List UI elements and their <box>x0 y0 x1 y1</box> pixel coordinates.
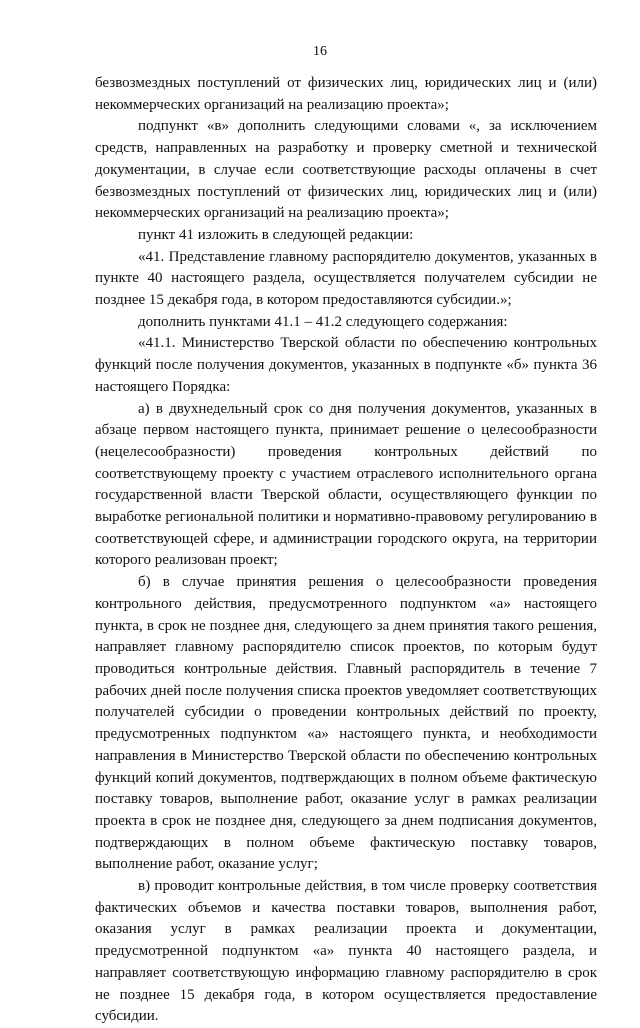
paragraph: а) в двухнедельный срок со дня получения документов, указанных в абзаце первом настоящего пункта, принимает решение о целесообразности (нецелесообразности) проведения контрольных действий по соответствующему проекту с участием отраслевого исполнительного органа государственной власти Тверской области, осуществляющего функции по выработке региональной политики и нормативно-правовому регулированию в соответствующей сфере, и администрации городского округа, на территории которого реализован проект; <box>95 400 597 569</box>
paragraph: «41.1. Министерство Тверской области по обеспечению контрольных функций после получения документов, указанных в подпункте «б» пункта 36 настоящего Порядка: <box>95 335 597 395</box>
paragraph: безвозмездных поступлений от физических лиц, юридических лиц и (или) некоммерческих организаций на реализацию проекта»; <box>95 75 597 113</box>
paragraph: «41. Представление главному распорядителю документов, указанных в пункте 40 настоящего раздела, осуществляется получателем субсидии не позднее 15 декабря года, в котором предоставляются субсидии.»; <box>95 248 597 309</box>
paragraph: в) проводит контрольные действия, в том числе проверку соответствия фактических объемов и качества поставки товаров, выполнения работ, оказания услуг в рамках реализации проекта и документации, предусмотренной подпунктом «а» пункта 40 настоящего раздела, и направляет соответствующую информацию главному распорядителю в срок не позднее 15 декабря года, в котором осуществляется предоставление субсидии. <box>95 878 597 1025</box>
document-body <box>95 73 597 1028</box>
paragraph: дополнить пунктами 41.1 – 41.2 следующего содержания: <box>138 313 508 330</box>
paragraph: подпункт «в» дополнить следующими словами «, за исключением средств, направленных на разработку и проверку сметной и технической документации, в случае если соответствующие расходы оплачены в счет безвозмездных поступлений от физических лиц, юридических лиц и (или) некоммерческих организаций на реализацию проекта»; <box>95 118 597 222</box>
paragraph: б) в случае принятия решения о целесообразности проведения контрольного действия, предусмотренного подпунктом «а» настоящего пункта, в срок не позднее дня, следующего за днем принятия такого решения, направляет главному распорядителю список проектов, по которым будут проводиться контрольные действия. Главный распорядитель в течение 7 рабочих дней после получения списка проектов уведомляет соответствующих получателей субсидии о проведении контрольных действий по проекту, предусмотренных подпунктом «а» настоящего пункта, и необходимости направления в Министерство Тверской области по обеспечению контрольных функций копий документов, подтверждающих в полном объеме фактическую поставку товаров, выполнение работ, оказание услуг в рамках реализации проекта в срок не позднее дня, следующего за днем подписания документов, подтверждающих в полном объеме фактическую поставку товаров, выполнение работ, оказание услуг; <box>95 574 597 873</box>
paragraph: пункт 41 изложить в следующей редакции: <box>138 226 414 243</box>
page-number: 16 <box>313 44 327 59</box>
